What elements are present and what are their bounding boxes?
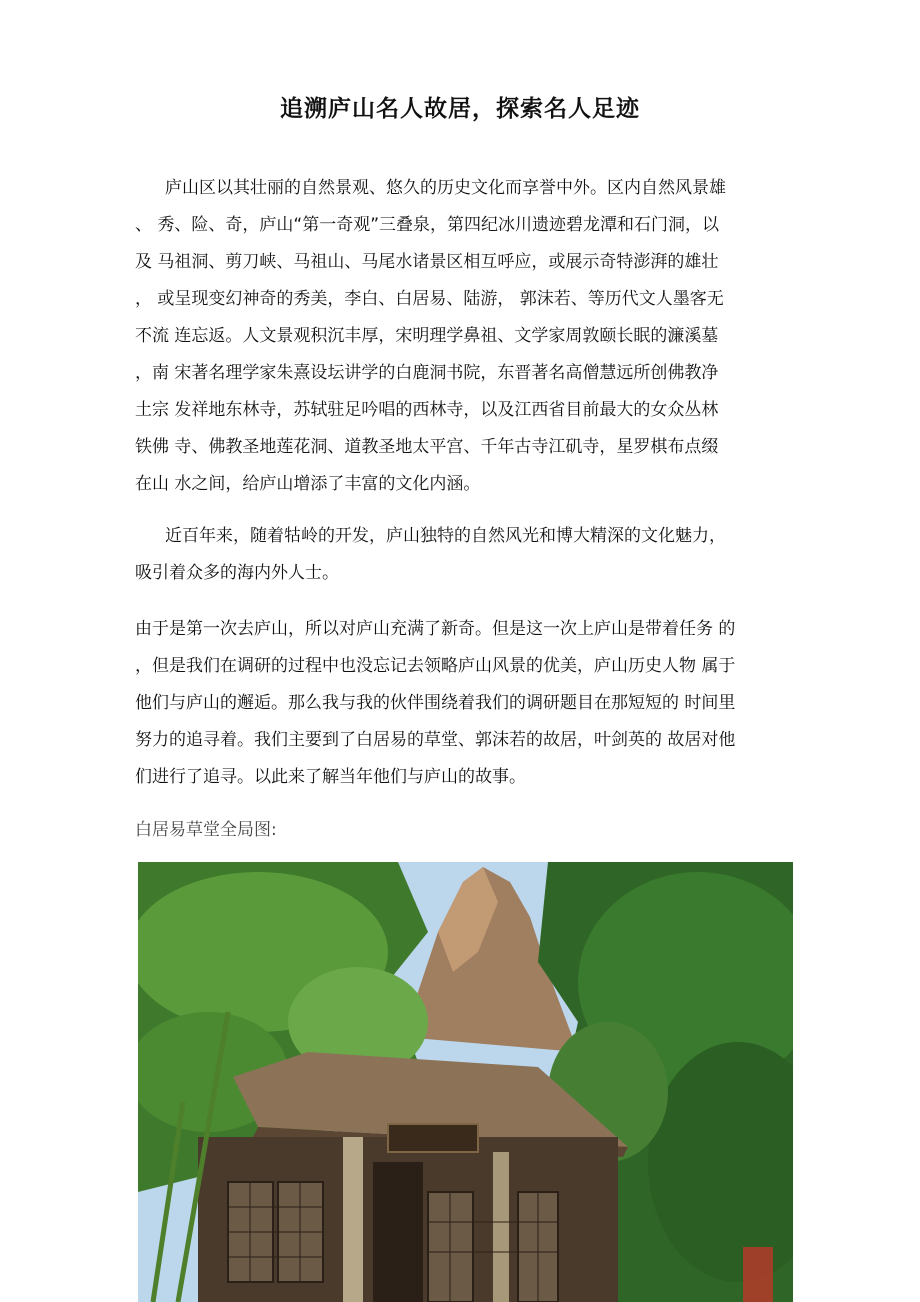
paragraph-line: 庐山区以其壮丽的自然景观、悠久的历史文化而享誉中外。区内自然风景雄 (165, 178, 726, 198)
paragraph-line: 土宗 发祥地东林寺，苏轼驻足吟唱的西林寺，以及江西省目前最大的女众丛林 (135, 400, 719, 420)
pillar (343, 1137, 363, 1302)
paragraph-3 (135, 611, 795, 796)
paragraph-line: 由于是第一次去庐山，所以对庐山充满了新奇。但是这一次上庐山是带着任务 的 (135, 619, 736, 639)
paragraph-line: 不流 连忘返。人文景观积沉丰厚，宋明理学鼻祖、文学家周敦颐长眠的濂溪墓 (135, 326, 719, 346)
paragraph-2 (135, 518, 795, 592)
paragraph-line: 及 马祖洞、剪刀峡、马祖山、马尾水诸景区相互呼应，或展示奇特澎湃的雄壮 (135, 252, 719, 272)
paragraph-line: 他们与庐山的邂逅。那么我与我的伙伴围绕着我们的调研题目在那短短的 时间里 (135, 693, 736, 713)
paragraph-line: 吸引着众多的海内外人士。 (135, 563, 339, 583)
paragraph-line: 、 秀、险、奇，庐山“第一奇观”三叠泉，第四纪冰川遗迹碧龙潭和石门洞，以 (135, 215, 720, 235)
paragraph-line: 近百年来，随着牯岭的开发，庐山独特的自然风光和博大精深的文化魅力， (165, 526, 726, 546)
photo-caption: 白居易草堂全局图: (135, 820, 277, 840)
paragraph-line: ，南 宋著名理学家朱熹设坛讲学的白鹿洞书院，东晋著名高僧慧远所创佛教净 (135, 363, 719, 383)
paragraph-line: ，但是我们在调研的过程中也没忘记去领略庐山风景的优美，庐山历史人物 属于 (135, 656, 736, 676)
document-title: 追溯庐山名人故居，探索名人足迹 (280, 96, 640, 122)
paragraph-1 (135, 170, 795, 503)
red-seal (743, 1247, 773, 1302)
paragraph-line: 努力的追寻着。我们主要到了白居易的草堂、郭沫若的故居，叶剑英的 故居对他 (135, 730, 736, 750)
paragraph-line: 铁佛 寺、佛教圣地莲花洞、道教圣地太平宫、千年古寺江矶寺，星罗棋布点缀 (135, 437, 719, 457)
pillar (493, 1152, 509, 1302)
cottage-photo (138, 862, 793, 1302)
name-plaque (388, 1124, 478, 1152)
paragraph-line: 们进行了追寻。以此来了解当年他们与庐山的故事。 (135, 767, 526, 787)
cottage-illustration (138, 862, 793, 1302)
doorway (373, 1162, 423, 1302)
paragraph-line: 在山 水之间，给庐山增添了丰富的文化内涵。 (135, 474, 481, 494)
paragraph-line: ， 或呈现变幻神奇的秀美，李白、白居易、陆游， 郭沫若、等历代文人墨客无 (135, 289, 724, 309)
